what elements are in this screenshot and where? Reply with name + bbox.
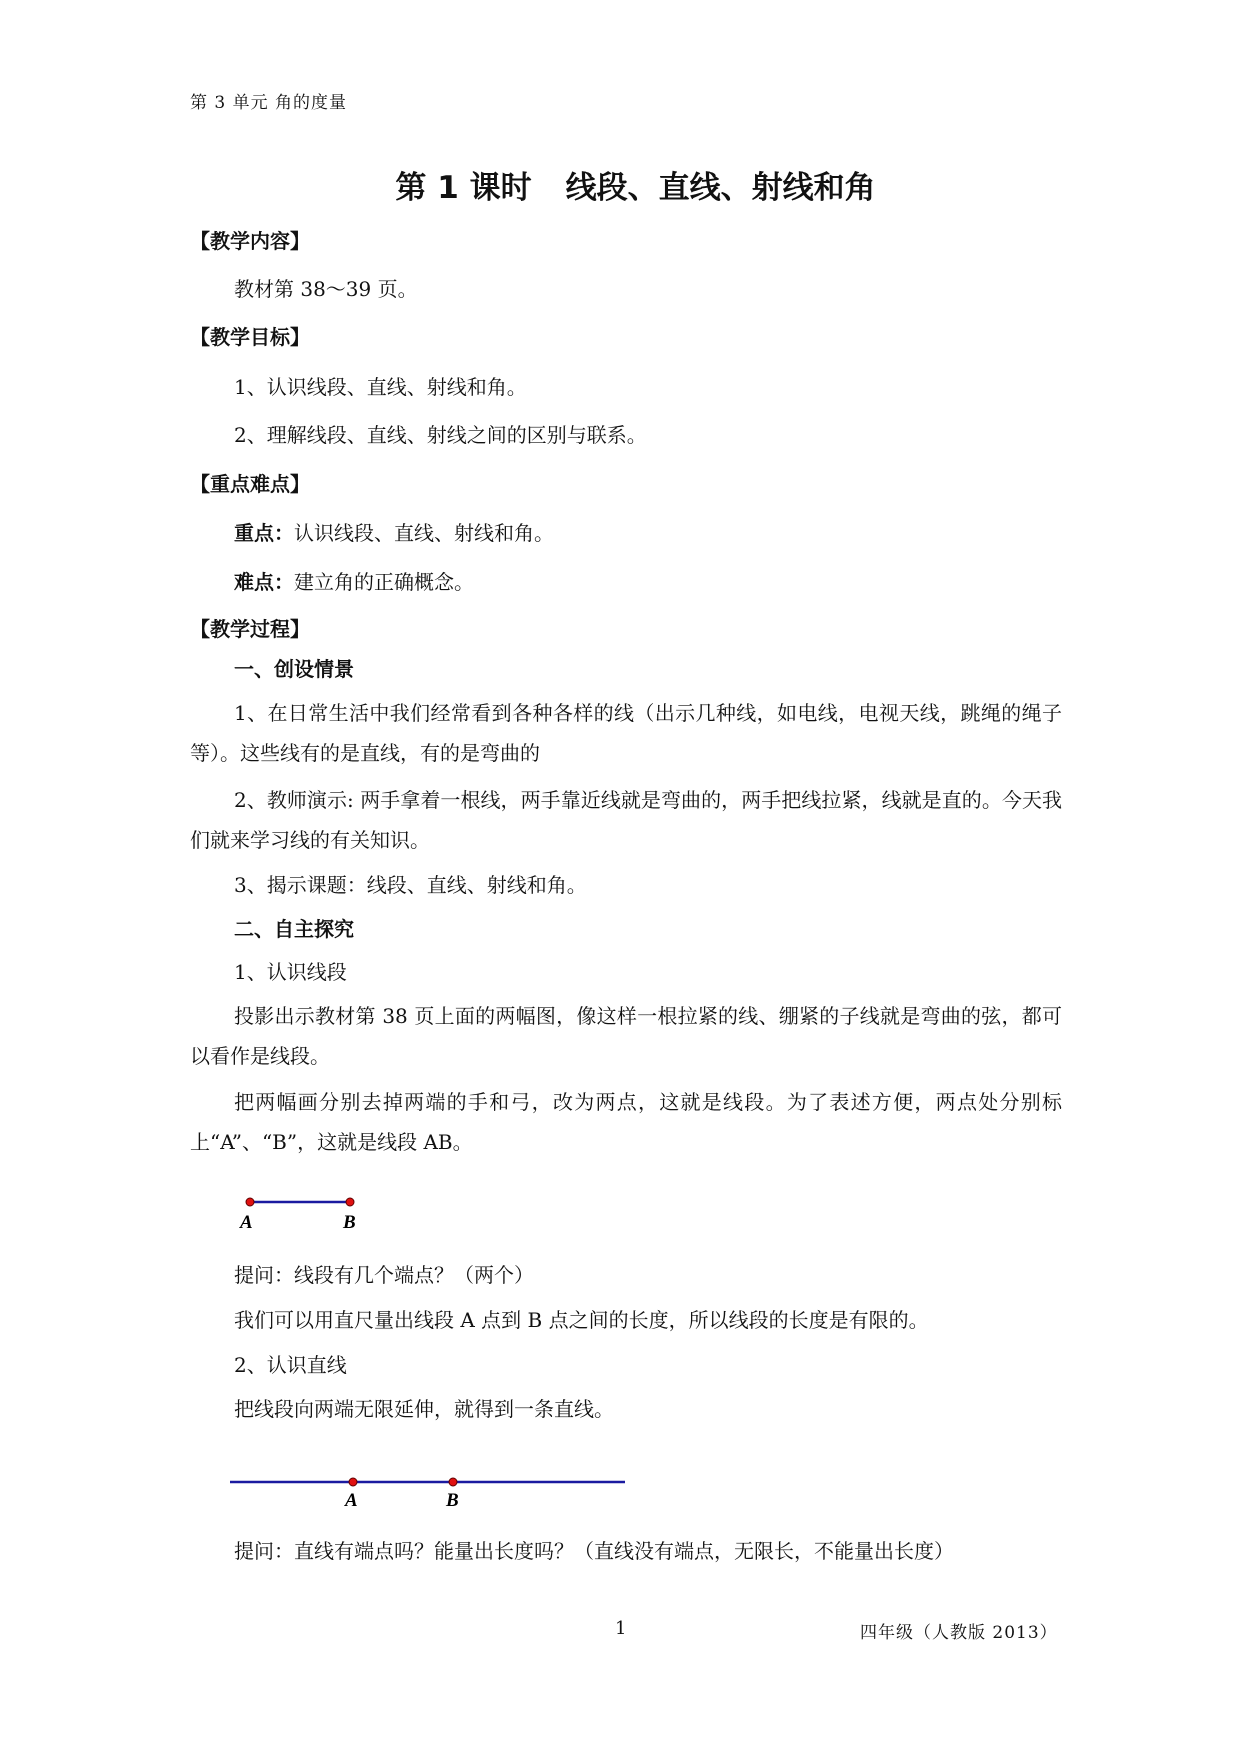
content-text: 教材第 38～39 页。 (234, 277, 418, 301)
key-text: 认识线段、直线、射线和角。 (294, 521, 554, 545)
line-label-a: A (345, 1490, 358, 1511)
question-1: 提问：线段有几个端点？（两个） (234, 1263, 534, 1287)
line-point-b (449, 1478, 457, 1486)
line-point-a (349, 1478, 357, 1486)
segment-point-a (246, 1198, 254, 1206)
lesson-number: 第 1 课时 (395, 170, 532, 206)
lesson-topic: 线段、直线、射线和角 (565, 170, 876, 206)
key-points-heading: 【重点难点】 (190, 472, 310, 496)
segment-figure (230, 1190, 380, 1240)
part2-heading: 二、自主探究 (234, 917, 354, 941)
goal-item: 1、认识线段、直线、射线和角。 (234, 375, 527, 399)
part1-paragraph-3: 3、揭示课题：线段、直线、射线和角。 (234, 873, 587, 897)
difficulty-point (190, 563, 1106, 601)
segment-label-b: B (343, 1212, 356, 1233)
edition-label: 四年级（人教版 2013） (860, 1623, 1058, 1643)
key-point (190, 514, 1106, 552)
part2-paragraph-4: 把线段向两端无限延伸，就得到一条直线。 (234, 1397, 614, 1421)
subheading-segment: 1、认识线段 (234, 960, 347, 984)
part1-heading: 一、创设情景 (234, 657, 354, 681)
part2-paragraph-2: 把两幅画分别去掉两端的手和弓，改为两点，这就是线段。为了表述方便，两点处分别标上“A”、“B”，这就是线段 AB。 (190, 1090, 1062, 1154)
unit-header: 第 3 单元 角的度量 (190, 93, 348, 113)
content-heading: 【教学内容】 (190, 229, 310, 253)
goal-item: 2、理解线段、直线、射线之间的区别与联系。 (234, 423, 647, 447)
subheading-line: 2、认识直线 (234, 1353, 347, 1377)
segment-point-b (346, 1198, 354, 1206)
page-number: 1 (615, 1618, 627, 1639)
page-title (0, 162, 1241, 207)
question-2: 提问：直线有端点吗？能量出长度吗？（直线没有端点，无限长，不能量出长度） (234, 1539, 954, 1563)
part1-paragraph-1: 1、在日常生活中我们经常看到各种各样的线（出示几种线，如电线，电视天线，跳绳的绳子等）。这些线有的是直线，有的是弯曲的 (190, 701, 1062, 765)
part2-paragraph-1: 投影出示教材第 38 页上面的两幅图，像这样一根拉紧的线、绷紧的子线就是弯曲的弦，都可以看作是线段。 (190, 1004, 1062, 1068)
goals-heading: 【教学目标】 (190, 325, 310, 349)
line-figure (225, 1470, 635, 1520)
key-label: 重点： (234, 521, 294, 545)
process-heading: 【教学过程】 (190, 617, 310, 641)
difficulty-text: 建立角的正确概念。 (294, 570, 474, 594)
part1-paragraph-2: 2、教师演示: 两手拿着一根线，两手靠近线就是弯曲的，两手把线拉紧，线就是直的。今天我们就来学习线的有关知识。 (190, 788, 1062, 852)
part2-paragraph-3: 我们可以用直尺量出线段 A 点到 B 点之间的长度，所以线段的长度是有限的。 (234, 1308, 929, 1332)
line-label-b: B (446, 1490, 459, 1511)
difficulty-label: 难点： (234, 570, 294, 594)
segment-label-a: A (240, 1212, 253, 1233)
